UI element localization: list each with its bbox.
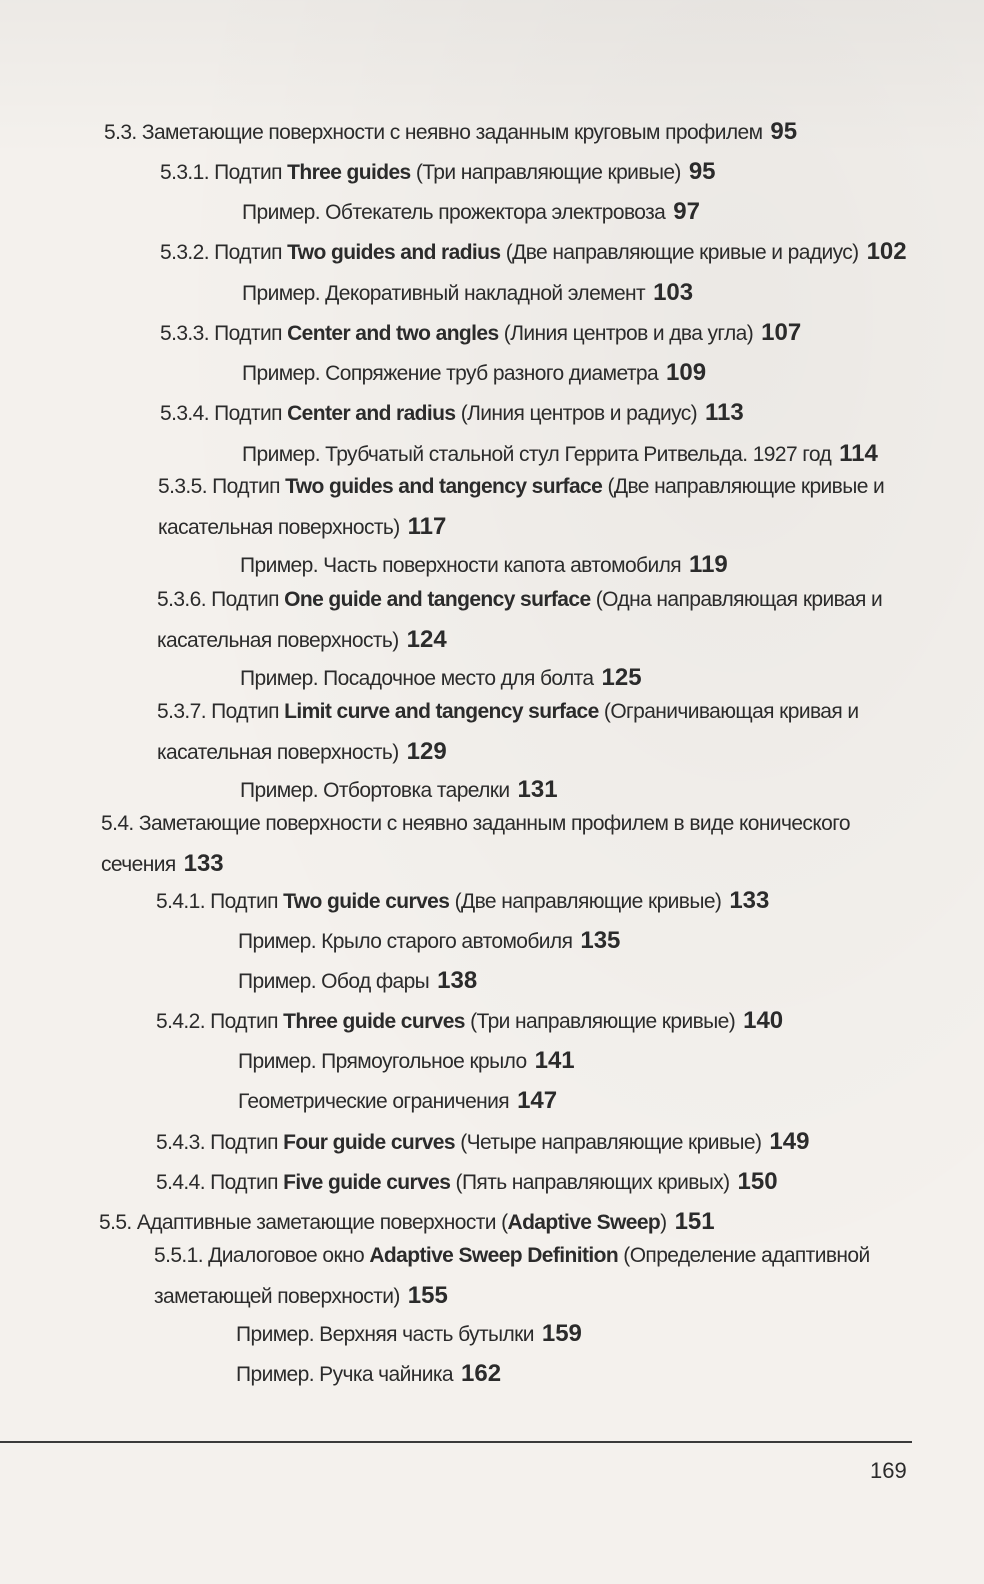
toc-entry: 5.5.1. Диалоговое окно Adaptive Sweep Definition (Определение адаптивной заметающей поверхности) 155 <box>154 1244 870 1309</box>
toc-entry: 5.3.6. Подтип One guide and tangency surface (Одна направляющая кривая и касательная поверхность) 124 <box>157 588 883 653</box>
toc-page-number: 117 <box>407 513 447 540</box>
toc-page-number: 113 <box>705 399 744 426</box>
toc-entry: Пример. Отбортовка тарелки 131 <box>240 776 558 803</box>
toc-page-number: 140 <box>743 1007 784 1034</box>
toc-page-number: 133 <box>183 850 224 877</box>
toc-page-number: 135 <box>580 927 621 954</box>
toc-entry: Пример. Крыло старого автомобиля 135 <box>238 927 621 954</box>
toc-entry: 5.3.2. Подтип Two guides and radius (Две направляющие кривые и радиус) 102 <box>160 238 907 265</box>
toc-page-number: 97 <box>673 198 700 225</box>
toc-page-number: 150 <box>737 1168 778 1195</box>
toc-entry: 5.3.4. Подтип Center and radius (Линия центров и радиус) 113 <box>160 399 744 426</box>
toc-entry: Геометрические ограничения 147 <box>238 1087 558 1114</box>
toc-page-number: 133 <box>729 887 770 914</box>
toc-page-number: 129 <box>406 738 447 765</box>
toc-entry: 5.3.1. Подтип Three guides (Три направляющие кривые) 95 <box>160 158 716 185</box>
toc-entry: Пример. Верхняя часть бутылки 159 <box>236 1320 582 1347</box>
toc-entry: 5.4. Заметающие поверхности с неявно заданным профилем в виде конического сечения 133 <box>101 812 850 877</box>
toc-page-number: 141 <box>534 1047 575 1074</box>
toc-entry: Пример. Обтекатель прожектора электровоза 97 <box>242 198 700 225</box>
toc-page-number: 155 <box>407 1282 448 1309</box>
toc-entry: Пример. Трубчатый стальной стул Геррита Ритвельда. 1927 год 114 <box>242 440 878 467</box>
toc-page-number: 119 <box>689 551 728 578</box>
toc-entry: Пример. Часть поверхности капота автомобиля 119 <box>240 551 728 578</box>
toc-page-number: 124 <box>406 626 447 653</box>
toc-page-number: 162 <box>461 1360 502 1387</box>
toc-page-number: 131 <box>517 776 558 803</box>
toc-entry: 5.3. Заметающие поверхности с неявно заданным круговым профилем 95 <box>104 118 798 145</box>
toc-entry: 5.4.1. Подтип Two guide curves (Две направляющие кривые) 133 <box>156 887 770 914</box>
toc-entry: Пример. Посадочное место для болта 125 <box>240 664 642 691</box>
toc-page-number: 159 <box>541 1320 582 1347</box>
toc-page-number: 114 <box>839 440 878 467</box>
toc-page-number: 125 <box>601 664 642 691</box>
toc-page-number: 103 <box>653 279 694 306</box>
toc-entry: 5.3.5. Подтип Two guides and tangency surface (Две направляющие кривые и касательная поверхность) 117 <box>158 475 885 540</box>
toc-page-number: 107 <box>761 319 802 346</box>
toc-page-number: 95 <box>688 158 716 185</box>
toc-entry: 5.5. Адаптивные заметающие поверхности (Adaptive Sweep) 151 <box>99 1208 715 1235</box>
toc-entry: 5.3.7. Подтип Limit curve and tangency surface (Ограничивающая кривая и касательная поверхность) 129 <box>157 700 859 765</box>
toc-entry: Пример. Сопряжение труб разного диаметра 109 <box>242 359 707 386</box>
footer-divider <box>0 1441 912 1443</box>
toc-entry: Пример. Прямоугольное крыло 141 <box>238 1047 575 1074</box>
toc-entry: 5.3.3. Подтип Center and two angles (Линия центров и два угла) 107 <box>160 319 802 346</box>
toc-page-number: 138 <box>437 967 478 994</box>
toc-entry: Пример. Ручка чайника 162 <box>236 1360 502 1387</box>
toc-page-number: 109 <box>666 359 707 386</box>
toc-page-number: 95 <box>770 118 798 145</box>
toc-page-number: 149 <box>769 1128 810 1155</box>
toc-entry: 5.4.3. Подтип Four guide curves (Четыре направляющие кривые) 149 <box>156 1128 810 1155</box>
toc-entry: 5.4.2. Подтип Three guide curves (Три направляющие кривые) 140 <box>156 1007 784 1034</box>
toc-page-number: 102 <box>866 238 907 265</box>
toc-entry: 5.4.4. Подтип Five guide curves (Пять направляющих кривых) 150 <box>156 1168 778 1195</box>
toc-page-number: 151 <box>674 1208 715 1235</box>
toc-entry: Пример. Обод фары 138 <box>238 967 478 994</box>
page-number: 169 <box>870 1458 907 1483</box>
toc-entry: Пример. Декоративный накладной элемент 103 <box>242 279 694 306</box>
toc-page-number: 147 <box>517 1087 558 1114</box>
